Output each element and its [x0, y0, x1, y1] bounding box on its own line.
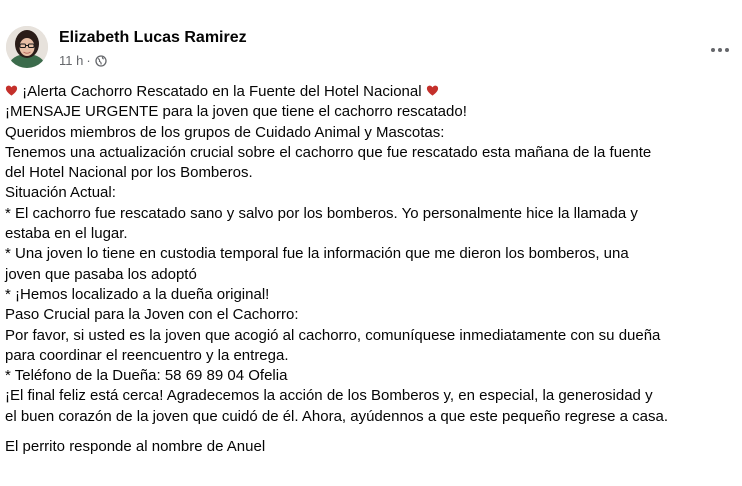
post-title-line	[5, 82, 740, 102]
post-text-line: el buen corazón de la joven que cuidó de él. Ahora, ayúdennos a que este pequeño regrese a casa.	[5, 407, 668, 425]
avatar[interactable]	[6, 26, 48, 68]
avatar-photo	[6, 26, 48, 68]
post-text-line: * Teléfono de la Dueña: 58 69 89 04 Ofelia	[5, 367, 288, 385]
more-options-icon	[710, 47, 730, 53]
post-text-line: Tenemos una actualización crucial sobre el cachorro que fue rescatado esta mañana de la fuente	[5, 143, 652, 161]
red-heart-icon	[5, 84, 18, 97]
post-text-line: Queridos miembros de los grupos de Cuidado Animal y Mascotas:	[5, 123, 445, 141]
post-text-line: Paso Crucial para la Joven con el Cachorro:	[5, 306, 299, 324]
post-meta	[59, 53, 107, 68]
meta-separator: ·	[86, 53, 91, 68]
paragraph-gap	[5, 427, 740, 437]
post-title: ¡Alerta Cachorro Rescatado en la Fuente del Hotel Nacional	[18, 83, 426, 100]
post-text-line: para coordinar el reencuentro y la entrega.	[5, 346, 289, 364]
post-text-line: joven que pasaba los adoptó	[5, 265, 197, 283]
author-name[interactable]: Elizabeth Lucas Ramirez	[59, 29, 247, 46]
post-text-line: Por favor, si usted es la joven que acogió al cachorro, comuníquese inmediatamente con su dueña	[5, 326, 661, 344]
post-time[interactable]: 11 h	[59, 53, 84, 68]
post-text-line: Situación Actual:	[5, 184, 116, 202]
more-options-button[interactable]	[704, 40, 736, 60]
globe-icon	[95, 55, 107, 67]
post-text-line: ¡MENSAJE URGENTE para la joven que tiene el cachorro rescatado!	[5, 103, 467, 121]
post-text-line: * Una joven lo tiene en custodia temporal fue la información que me dieron los bomberos, una	[5, 245, 629, 263]
post-body	[5, 82, 740, 457]
post-text-line: del Hotel Nacional por los Bomberos.	[5, 164, 253, 182]
post-footer-line: El perrito responde al nombre de Anuel	[5, 438, 266, 456]
red-heart-icon	[426, 84, 439, 97]
post-text-line: * ¡Hemos localizado a la dueña original!	[5, 285, 270, 303]
post-text-line: estaba en el lugar.	[5, 225, 128, 243]
post-text-line: ¡El final feliz está cerca! Agradecemos la acción de los Bomberos y, en especial, la generosidad y	[5, 387, 653, 405]
post-text-line: * El cachorro fue rescatado sano y salvo por los bomberos. Yo personalmente hice la llamada y	[5, 204, 638, 222]
